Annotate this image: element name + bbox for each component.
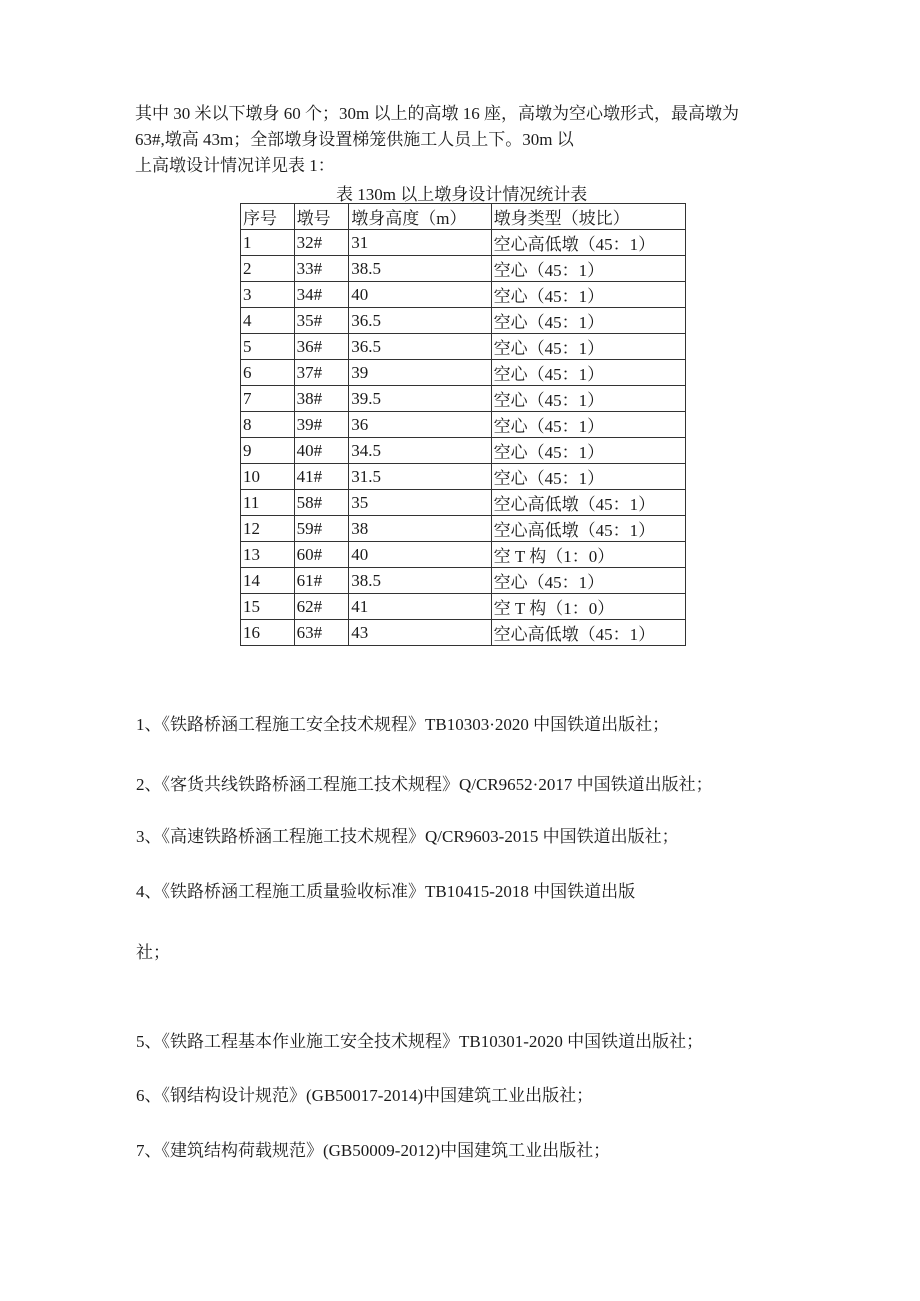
cell-height: 41 — [349, 594, 491, 620]
cell-type: 空心高低墩（45：1） — [491, 230, 685, 256]
cell-type: 空心（45：1） — [491, 282, 685, 308]
cell-index: 11 — [241, 490, 295, 516]
cell-type: 空心（45：1） — [491, 412, 685, 438]
cell-pier-no: 63# — [294, 620, 349, 646]
table-row — [241, 438, 686, 464]
cell-pier-no: 35# — [294, 308, 349, 334]
cell-pier-no: 39# — [294, 412, 349, 438]
table-row — [241, 620, 686, 646]
cell-height: 35 — [349, 490, 491, 516]
header-index: 序号 — [241, 204, 295, 230]
cell-type: 空 T 构（1：0） — [491, 542, 685, 568]
cell-index: 3 — [241, 282, 295, 308]
reference-item: 4、《铁路桥涵工程施工质量验收标准》TB10415-2018 中国铁道出版 — [136, 882, 636, 901]
cell-type: 空心（45：1） — [491, 438, 685, 464]
table-row — [241, 516, 686, 542]
cell-pier-no: 60# — [294, 542, 349, 568]
cell-pier-no: 37# — [294, 360, 349, 386]
table-caption: 表 130m 以上墩身设计情况统计表 — [336, 185, 588, 204]
cell-pier-no: 34# — [294, 282, 349, 308]
cell-pier-no: 62# — [294, 594, 349, 620]
cell-type: 空心（45：1） — [491, 360, 685, 386]
cell-index: 14 — [241, 568, 295, 594]
table-row — [241, 230, 686, 256]
cell-pier-no: 33# — [294, 256, 349, 282]
cell-type: 空心（45：1） — [491, 464, 685, 490]
cell-height: 36.5 — [349, 308, 491, 334]
cell-type: 空心（45：1） — [491, 386, 685, 412]
cell-index: 10 — [241, 464, 295, 490]
cell-pier-no: 58# — [294, 490, 349, 516]
intro-paragraph — [135, 101, 775, 179]
cell-height: 34.5 — [349, 438, 491, 464]
table-row — [241, 464, 686, 490]
reference-item: 6、《钢结构设计规范》(GB50017-2014)中国建筑工业出版社； — [136, 1086, 594, 1105]
intro-line-1: 其中 30 米以下墩身 60 个；30m 以上的高墩 16 座，高墩为空心墩形式，最高墩为 — [135, 104, 739, 123]
reference-item: 3、《高速铁路桥涵工程施工技术规程》Q/CR9603-2015 中国铁道出版社； — [136, 827, 679, 846]
cell-pier-no: 40# — [294, 438, 349, 464]
cell-type: 空心（45：1） — [491, 308, 685, 334]
cell-pier-no: 59# — [294, 516, 349, 542]
cell-height: 39.5 — [349, 386, 491, 412]
reference-item: 1、《铁路桥涵工程施工安全技术规程》TB10303·2020 中国铁道出版社； — [136, 715, 670, 734]
pier-stats-table — [240, 203, 686, 646]
cell-height: 36 — [349, 412, 491, 438]
cell-height: 43 — [349, 620, 491, 646]
table-row — [241, 412, 686, 438]
cell-height: 31.5 — [349, 464, 491, 490]
cell-pier-no: 61# — [294, 568, 349, 594]
cell-type: 空 T 构（1：0） — [491, 594, 685, 620]
header-height: 墩身高度（m） — [349, 204, 491, 230]
table-row — [241, 334, 686, 360]
cell-type: 空心高低墩（45：1） — [491, 620, 685, 646]
cell-index: 7 — [241, 386, 295, 412]
cell-type: 空心（45：1） — [491, 568, 685, 594]
cell-height: 39 — [349, 360, 491, 386]
cell-index: 1 — [241, 230, 295, 256]
table-header-row — [241, 204, 686, 230]
cell-pier-no: 36# — [294, 334, 349, 360]
table-row — [241, 568, 686, 594]
cell-type: 空心（45：1） — [491, 334, 685, 360]
cell-index: 15 — [241, 594, 295, 620]
cell-height: 38.5 — [349, 568, 491, 594]
table-row — [241, 386, 686, 412]
cell-index: 8 — [241, 412, 295, 438]
cell-index: 16 — [241, 620, 295, 646]
cell-index: 5 — [241, 334, 295, 360]
table-body — [241, 230, 686, 646]
reference-item: 7、《建筑结构荷载规范》(GB50009-2012)中国建筑工业出版社； — [136, 1141, 611, 1160]
table-row — [241, 490, 686, 516]
cell-pier-no: 41# — [294, 464, 349, 490]
intro-line-2: 63#,墩高 43m；全部墩身设置梯笼供施工人员上下。30m 以 — [135, 130, 574, 149]
cell-height: 36.5 — [349, 334, 491, 360]
header-type: 墩身类型（坡比） — [491, 204, 685, 230]
cell-index: 6 — [241, 360, 295, 386]
header-pier-no: 墩号 — [294, 204, 349, 230]
reference-item: 2、《客货共线铁路桥涵工程施工技术规程》Q/CR9652·2017 中国铁道出版社； — [136, 775, 713, 794]
table-row — [241, 594, 686, 620]
cell-index: 9 — [241, 438, 295, 464]
cell-height: 40 — [349, 282, 491, 308]
reference-item: 5、《铁路工程基本作业施工安全技术规程》TB10301-2020 中国铁道出版社； — [136, 1032, 704, 1051]
table-row — [241, 308, 686, 334]
cell-height: 38.5 — [349, 256, 491, 282]
table-row — [241, 256, 686, 282]
cell-index: 2 — [241, 256, 295, 282]
intro-line-3: 上高墩设计情况详见表 1： — [135, 156, 335, 175]
cell-index: 12 — [241, 516, 295, 542]
cell-type: 空心（45：1） — [491, 256, 685, 282]
cell-height: 38 — [349, 516, 491, 542]
table-row — [241, 360, 686, 386]
cell-type: 空心高低墩（45：1） — [491, 490, 685, 516]
cell-pier-no: 32# — [294, 230, 349, 256]
table-row — [241, 282, 686, 308]
cell-height: 40 — [349, 542, 491, 568]
cell-type: 空心高低墩（45：1） — [491, 516, 685, 542]
reference-item-continuation: 社； — [136, 943, 170, 962]
cell-height: 31 — [349, 230, 491, 256]
cell-index: 13 — [241, 542, 295, 568]
table-row — [241, 542, 686, 568]
cell-pier-no: 38# — [294, 386, 349, 412]
cell-index: 4 — [241, 308, 295, 334]
